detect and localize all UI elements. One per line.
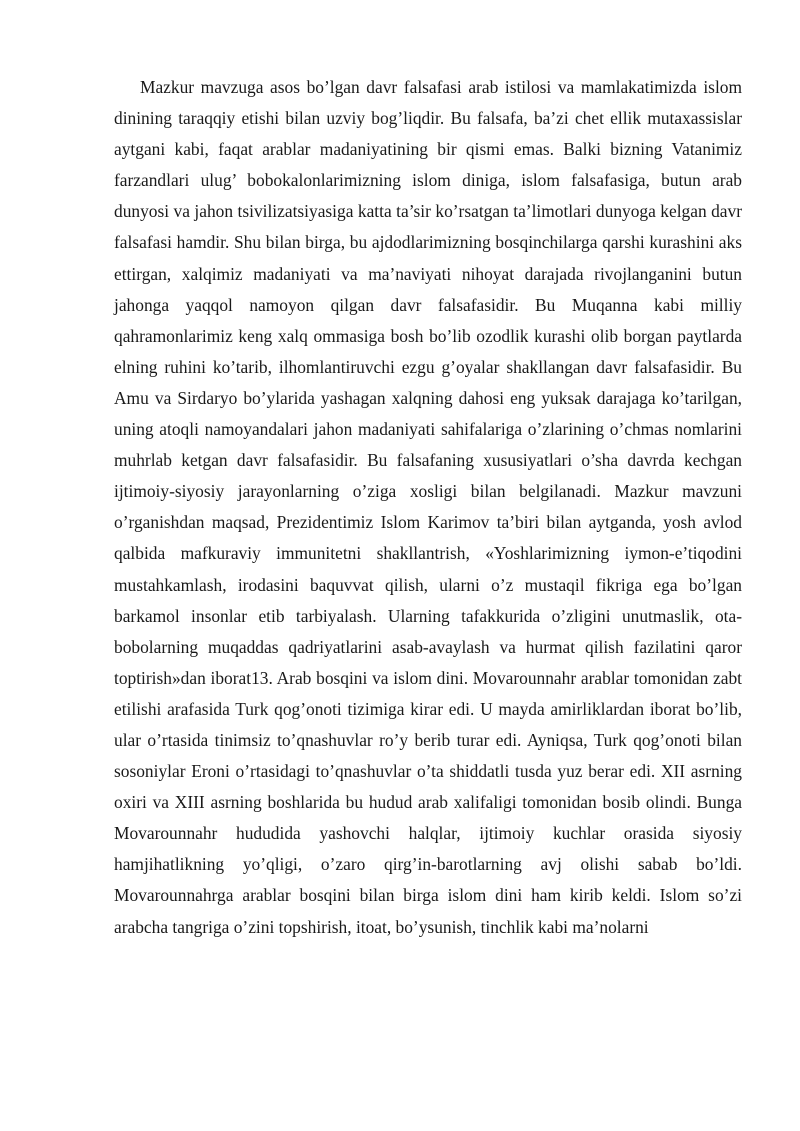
body-paragraph: Mazkur mavzuga asos bo’lgan davr falsafasi arab istilosi va mamlakatimizda islom dinining taraqqiy etishi bilan uzviy bog’liqdir. Bu falsafa, ba’zi chet ellik mutaxassislar aytgani kabi, faqat arablar madaniyatining bir qismi emas. Balki bizning Vatanimiz farzandlari ulug’ bobokalonlarimizning islom diniga, islom falsafasiga, butun arab dunyosi va jahon tsivilizatsiyasiga katta ta’sir ko’rsatgan ta’limotlari dunyoga kelgan davr falsafasi hamdir. Shu bilan birga, bu ajdodlarimizning bosqinchilarga qarshi kurashini aks ettirgan, xalqimiz madaniyati va ma’naviyati nihoyat darajada rivojlanganini butun jahonga yaqqol namoyon qilgan davr falsafasidir. Bu Muqanna kabi milliy qahramonlarimiz keng xalq ommasiga bosh bo’lib ozodlik kurashi olib borgan paytlarda elning ruhini ko’tarib, ilhomlantiruvchi ezgu g’oyalar shakllangan davr falsafasidir. Bu Amu va Sirdaryo bo’ylarida yashagan xalqning dahosi eng yuksak darajaga ko’tarilgan, uning atoqli namoyandalari jahon madaniyati sahifalariga o’zlarining o’chmas nomlarini muhrlab ketgan davr falsafasidir. Bu falsafaning xususiyatlari o’sha davrda kechgan ijtimoiy-siyosiy jarayonlarning o’ziga xosligi bilan belgilanadi. Mazkur mavzuni o’rganishdan maqsad, Prezidentimiz Islom Karimov ta’biri bilan aytganda, yosh avlod qalbida mafkuraviy immunitetni shakllantrish, «Yoshlarimizning iymon-e’tiqodini mustahkamlash, irodasini baquvvat qilish, ularni o’z mustaqil fikriga ega bo’lgan barkamol insonlar etib tarbiyalash. Ularning tafakkurida o’zligini unutmaslik, ota-bobolarning muqaddas qadriyatlarini asab-avaylash va hurmat qilish fazilatini qaror toptirish»dan iborat13. Arab bosqini va islom dini. Movarounnahr arablar tomonidan zabt etilishi arafasida Turk qog’onoti tizimiga kirar edi. U mayda amirliklardan iborat bo’lib, ular o’rtasida tinimsiz to’qnashuvlar ro’y berib turar edi. Ayniqsa, Turk qog’onoti bilan sosoniylar Eroni o’rtasidagi to’qnashuvlar o’ta shiddatli tusda yuz berar edi. XII asrning oxiri va XIII asrning boshlarida bu hudud arab xalifaligi tomonidan bosib olindi. Bunga Movarounnahr hududida yashovchi halqlar, ijtimoiy kuchlar orasida siyosiy hamjihatlikning yo’qligi, o’zaro qirg’in-barotlarning avj olishi sabab bo’ldi. Movarounnahrga arablar bosqini bilan birga islom dini ham kirib keldi. Islom so’zi arabcha tangriga o’zini topshirish, itoat, bo’ysunish, tinchlik kabi ma’nolarni <box>114 77 742 937</box>
